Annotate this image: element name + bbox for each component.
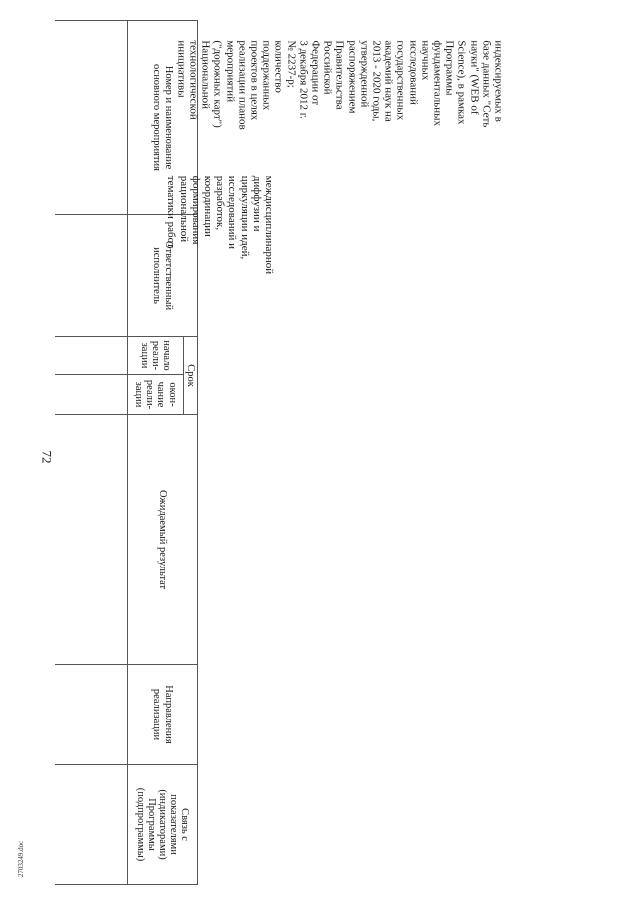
header-indicators-link: Связь с показателями (индикаторами) Программы (подпрограммы)	[127, 765, 197, 885]
cell-expected-result	[55, 415, 127, 665]
cell-directions	[55, 665, 127, 765]
document-filename: 2703249.doc	[17, 840, 26, 878]
header-expected-result: Ожидаемый результат	[127, 415, 197, 665]
cell-start	[55, 337, 127, 375]
header-term: Срок	[183, 337, 197, 415]
activities-table	[55, 20, 198, 885]
page-number: 72	[39, 450, 54, 464]
indicators-text: индексируемых в базе данных "Сеть науки" (WEB of Science), в рамках Программы фундаментальных научных исследований государственных академий наук на 2013 - 2020 годы, утвержденной распоряжением Правительства Российской Федерации от 3 декабря 2012 г. № 2237-р; количество поддержанных проектов в целях реализации планов мероприятий ("дорожных карт") Национальной технологической инициативы	[175, 40, 505, 130]
header-responsible: Ответственный исполнитель	[127, 215, 197, 337]
cell-responsible	[55, 215, 127, 337]
directions-text: междисциплинарной диффузии и циркуляции идей, исследований и разработок, координации формирования рациональной тематики работ	[165, 175, 275, 275]
table-container	[56, 20, 198, 884]
header-start: начало реали- зации	[127, 337, 183, 375]
header-directions: Направления реализации	[127, 665, 197, 765]
cell-indicators	[55, 765, 127, 885]
cell-activity-name	[55, 21, 127, 215]
cell-end	[55, 375, 127, 415]
header-activity-name: Номер и наименование основного мероприятия	[127, 21, 197, 215]
header-end: окон- чание реали- зации	[127, 375, 183, 415]
